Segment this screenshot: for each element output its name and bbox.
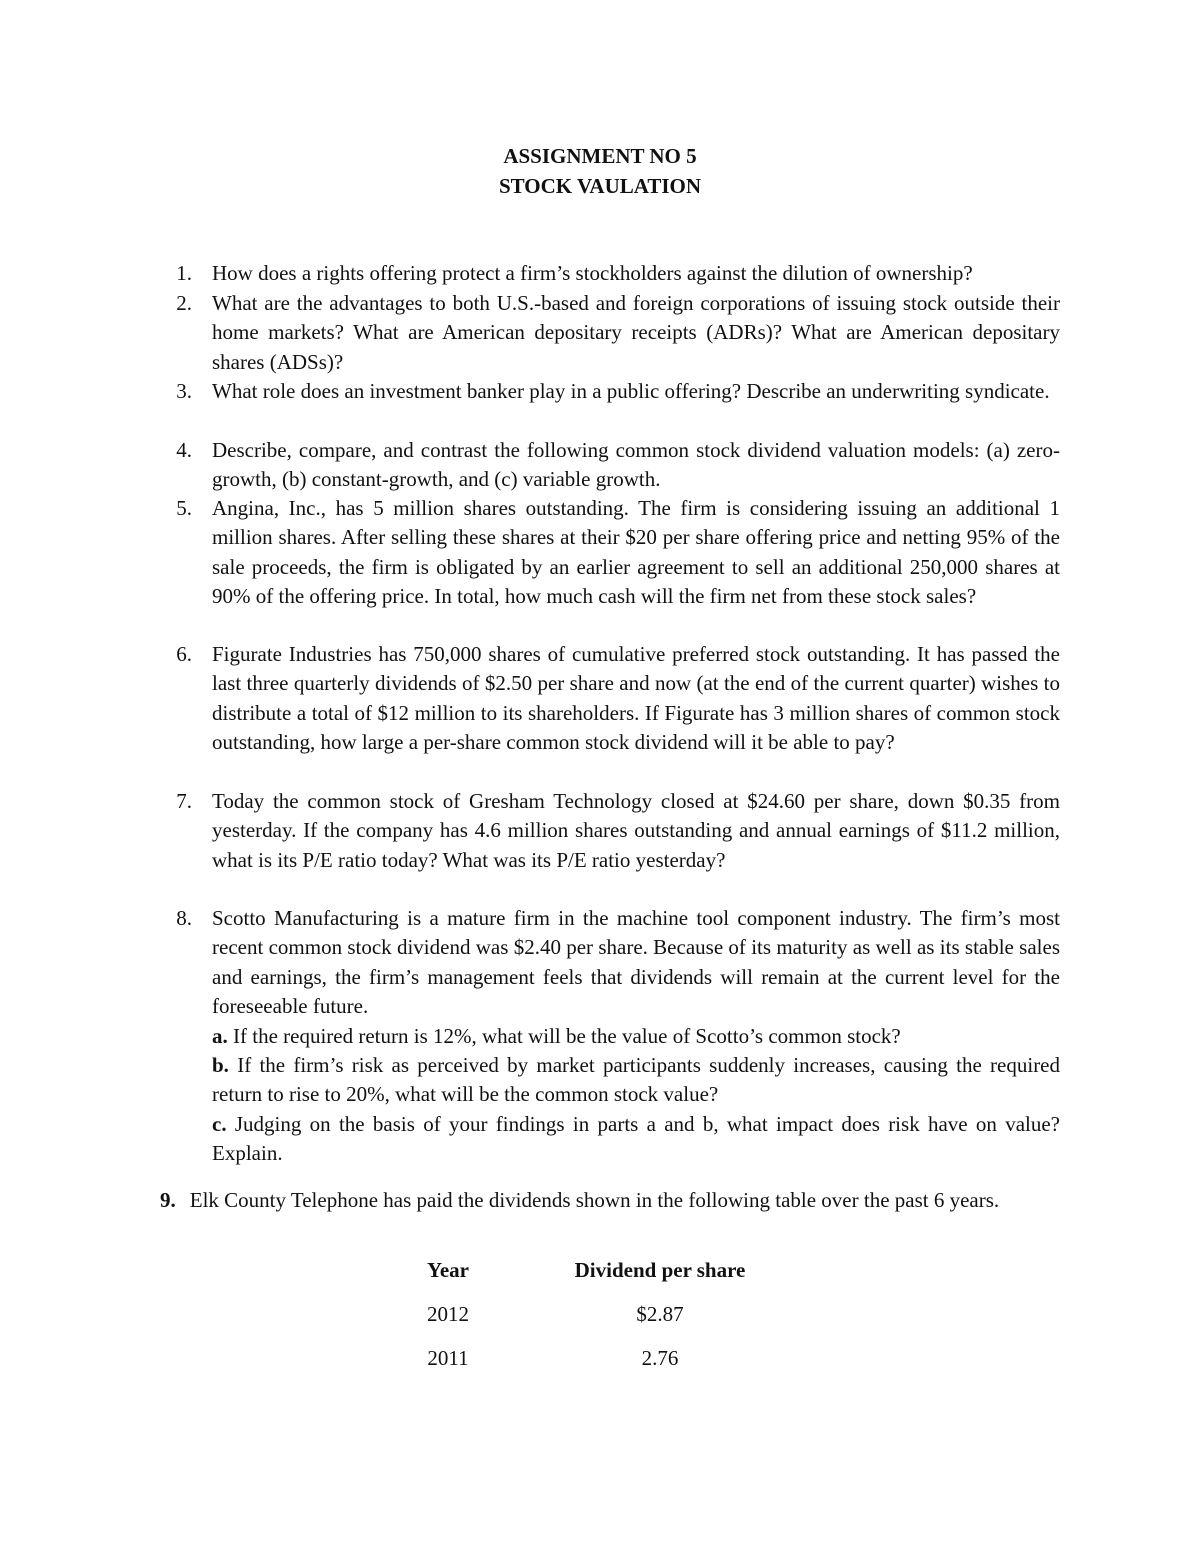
question-3: 3. What role does an investment banker play in a public offering? Describe an underwriting syndicate. [176,379,1050,403]
question-8: 8. Scotto Manufacturing is a mature firm in the machine tool component industry. The firm’s most recent common stock dividend was $2.40 per share. Because of its maturity as well as its stable sales and earnings, the firm’s management feels that dividends will remain at the current level for the foreseeable future. a. If the required return is 12%, what will be the value of Scotto’s common stock? b. If the firm’s risk as perceived by market participants suddenly increases, causing the required return to rise to 20%, what will be the common stock value? c. Judging on the basis of your findings in parts a and b, what impact does risk have on value? Explain. [160,904,1060,1169]
question-6: 6. Figurate Industries has 750,000 shares of cumulative preferred stock outstanding. It has passed the last three quarterly dividends of $2.50 per share and now (at the end of the current quarter) wishes to distribute a total of $12 million to its shareholders. If Figurate has 3 million shares of common stock outstanding, how large a per-share common stock dividend will it be able to pay? [176,642,1060,755]
question-8-part-b: b. If the firm’s risk as perceived by market participants suddenly increases, causing the required return to rise to 20%, what will be the common stock value? [212,1053,1061,1107]
question-4: 4. Describe, compare, and contrast the following common stock dividend valuation models: (a) zero-growth, (b) constant-growth, and (c) variable growth. [176,438,1060,492]
assignment-subtitle: STOCK VAULATION [498,174,702,198]
question-8-part-a: a. If the required return is 12%, what will be the value of Scotto’s common stock? [212,1023,901,1048]
table-cell-year: 2011 [427,1346,469,1370]
question-9: 9. Elk County Telephone has paid the dividends shown in the following table over the past 6 years. [160,1188,1000,1212]
question-7: 7. Today the common stock of Gresham Technology closed at $24.60 per share, down $0.35 from yesterday. If the company has 4.6 million shares outstanding and annual earnings of $11.2 million, what is its P/E ratio today? What was its P/E ratio yesterday? [176,789,1060,872]
question-8-part-c: c. Judging on the basis of your findings in parts a and b, what impact does risk have on value? Explain. [212,1111,1060,1166]
table-header-year: Year [427,1258,469,1282]
table-cell-year: 2012 [427,1302,469,1326]
question-2: 2. What are the advantages to both U.S.-based and foreign corporations of issuing stock outside their home markets? What are American depositary receipts (ADRs)? What are American depositary shares (ADSs)? [176,291,1060,374]
table-header-dividend: Dividend per share [574,1258,746,1282]
question-5: 5. Angina, Inc., has 5 million shares outstanding. The firm is considering issuing an additional 1 million shares. After selling these shares at their $20 per share offering price and netting 95% of the sale proceeds, the firm is obligated by an earlier agreement to sell an additional 250,000 shares at 90% of the offering price. In total, how much cash will the firm net from these stock sales? [176,496,1060,609]
question-1: 1. How does a rights offering protect a firm’s stockholders against the dilution of ownership? [176,261,973,285]
assignment-title: ASSIGNMENT NO 5 [503,144,697,168]
table-cell-dividend: $2.87 [636,1302,684,1326]
table-cell-dividend: 2.76 [641,1346,679,1370]
